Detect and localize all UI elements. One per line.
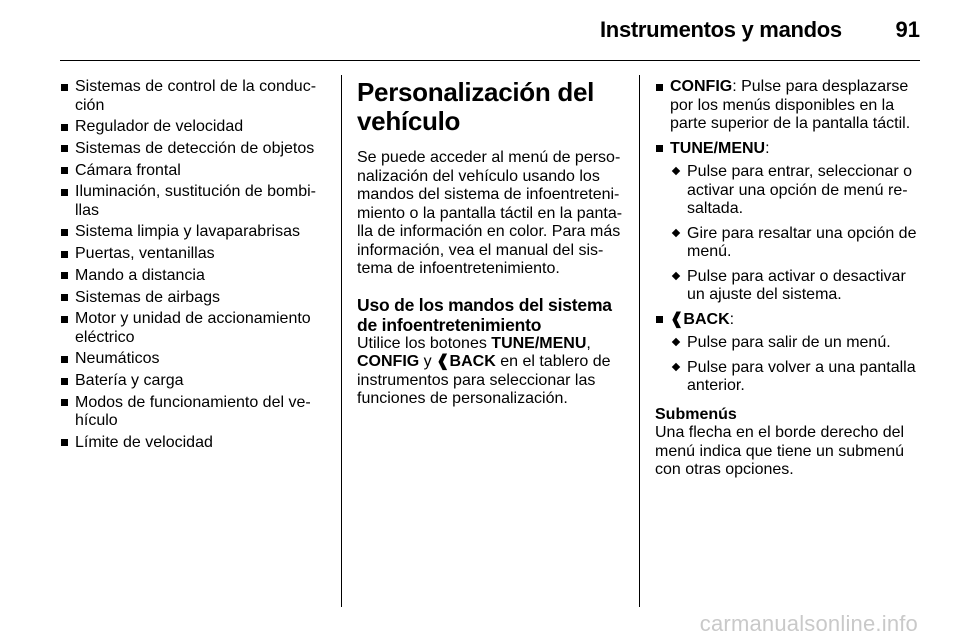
list-item: Modos de funcionamiento del ve-hículo (60, 394, 330, 431)
body-suffix: en el tablero de instrumentos para seleccionar las funciones de personalización. (357, 353, 611, 407)
sub-list-item: Pulse para salir de un menú. (670, 334, 923, 353)
button-list (655, 78, 923, 396)
watermark: carmanualsonline.info (699, 611, 918, 636)
back-label: BACK (449, 353, 496, 370)
page-number: 91 (895, 17, 920, 42)
back-arrow-icon: ❰ (436, 353, 450, 370)
list-item: Mando a distancia (60, 267, 330, 286)
tune-menu-label: TUNE/MENU (491, 334, 587, 352)
header-rule (60, 60, 920, 61)
tune-menu-label: TUNE/MENU (670, 139, 766, 157)
list-item-config (655, 78, 923, 134)
config-description: : Pulse para desplazarse por los menús disponibles en la parte superior de la pantalla táctil. (670, 78, 911, 132)
intro-paragraph: Se puede acceder al menú de perso-nalización del vehículo usando los mandos del sistema de infoentreteni-miento o la pantalla táctil en la panta-lla de información en color. Para más información, vea el manual del sis-tema de infoentretenimiento. (357, 149, 623, 277)
list-item: Iluminación, sustitución de bombi-llas (60, 183, 330, 220)
tune-menu-sublist (670, 163, 923, 305)
list-item: Sistemas de airbags (60, 289, 330, 308)
and-word: y (423, 353, 432, 370)
section-heading: Personalización del vehículo (357, 77, 595, 136)
back-sublist (670, 334, 923, 396)
list-item: Límite de velocidad (60, 434, 330, 453)
comma: , (586, 334, 591, 352)
list-item: Regulador de velocidad (60, 118, 330, 137)
topic-list (60, 78, 330, 452)
header-title: Instrumentos y mandos (600, 17, 842, 42)
column-divider-2 (639, 75, 640, 607)
list-item-tune-menu (655, 140, 923, 305)
list-item-back (655, 311, 923, 396)
list-item: Motor y unidad de accionamiento eléctrico (60, 310, 330, 347)
list-item: Sistema limpia y lavaparabrisas (60, 223, 330, 242)
list-item: Cámara frontal (60, 162, 330, 181)
submenus-text: Una flecha en el borde derecho del menú indica que tiene un submenú con otras opciones. (655, 424, 905, 478)
sub-list-item: Pulse para entrar, seleccionar o activar una opción de menú re-saltada. (670, 163, 923, 219)
submenus-heading: Submenús (655, 405, 737, 423)
subheading: Uso de los mandos del sistema de infoentretenimiento (357, 294, 612, 335)
config-label: CONFIG (357, 353, 420, 370)
sub-list-item: Pulse para activar o desactivar un ajuste del sistema. (670, 268, 923, 305)
list-item: Sistemas de detección de objetos (60, 140, 330, 159)
column-1 (60, 78, 330, 456)
list-item: Sistemas de control de la conduc-ción (60, 78, 330, 115)
list-item: Puertas, ventanillas (60, 245, 330, 264)
list-item: Neumáticos (60, 350, 330, 369)
column-3 (655, 78, 923, 480)
list-item: Batería y carga (60, 372, 330, 391)
back-colon: : (729, 310, 735, 328)
controls-paragraph (357, 335, 625, 409)
back-arrow-icon: ❰ (670, 310, 684, 328)
sub-list-item: Gire para resaltar una opción de menú. (670, 225, 923, 262)
body-prefix: Utilice los botones (357, 334, 487, 352)
back-label: BACK (683, 310, 730, 328)
column-2 (357, 78, 625, 409)
tune-colon: : (765, 139, 770, 157)
config-label: CONFIG (670, 78, 733, 95)
sub-list-item: Pulse para volver a una pantalla anterior. (670, 359, 923, 396)
column-divider-1 (341, 75, 342, 607)
